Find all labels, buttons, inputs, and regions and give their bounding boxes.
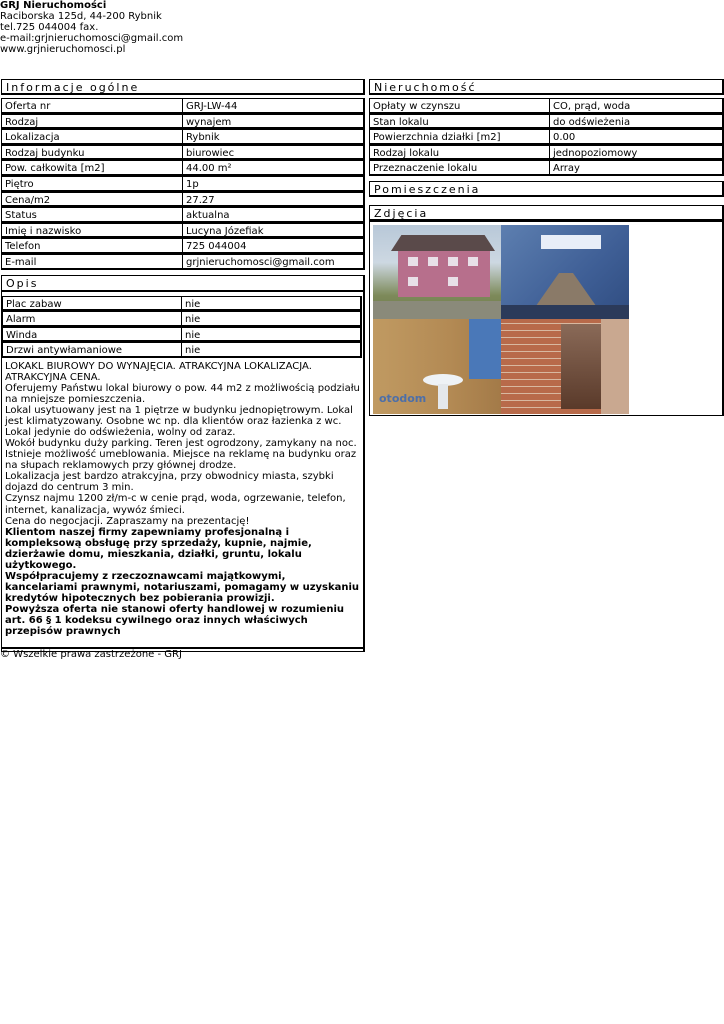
row-label: Rodzaj budynku — [1, 145, 183, 161]
table-row — [369, 129, 724, 145]
row-label: Telefon — [1, 238, 183, 254]
row-label: Rodzaj — [1, 114, 183, 130]
description-paragraph: Istnieje możliwość umeblowania. Miejsce na reklamę na budynku oraz na słupach reklamowych przy głównej drodze. — [5, 449, 357, 472]
row-value: 0.00 — [550, 129, 724, 145]
description-paragraph: Powyższa oferta nie stanowi oferty handlowej w rozumieniu art. 66 § 1 kodeksu cywilnego oraz innych właściwych przepisów prawnych — [5, 603, 344, 638]
row-value: aktualna — [183, 207, 365, 223]
row-label: Oferta nr — [1, 98, 183, 114]
row-value: nie — [182, 311, 362, 327]
doorway — [561, 324, 601, 409]
row-label: E-mail — [1, 254, 183, 270]
row-label: Rodzaj lokalu — [369, 145, 550, 161]
row-value: 27.27 — [183, 192, 365, 208]
ceiling-light — [541, 235, 601, 249]
row-value: 1p — [183, 176, 365, 192]
row-label: Status — [1, 207, 183, 223]
row-value: nie — [182, 342, 362, 358]
row-label: Cena/m2 — [1, 192, 183, 208]
building-wall — [398, 247, 490, 297]
photo-collage[interactable] — [373, 225, 629, 414]
table-row — [2, 327, 363, 343]
table-row — [369, 160, 724, 176]
window — [428, 257, 438, 266]
general-info-table — [1, 98, 365, 270]
description-paragraph: Oferujemy Państwu lokal biurowy o pow. 44 m2 z możliwością podziału na mniejsze pomieszczenia. — [5, 383, 360, 406]
floor — [501, 305, 629, 319]
agency-email: e-mail:grjnieruchomosci@gmail.com — [0, 33, 184, 44]
window — [448, 257, 458, 266]
table-row — [2, 296, 363, 312]
row-value: CO, prąd, woda — [550, 98, 724, 114]
table-row — [2, 342, 363, 358]
table-row — [2, 311, 363, 327]
agency-name: GRJ Nieruchomości — [0, 0, 107, 11]
description-paragraph: Czynsz najmu 1200 zł/m-c w cenie prąd, woda, ogrzewanie, telefon, internet, kanalizacja, wywóz śmieci. — [5, 493, 346, 516]
photo-exterior[interactable] — [373, 225, 501, 319]
table-row — [1, 223, 365, 239]
description-paragraph: Lokal jedynie do odświeżenia, wolny od zaraz. — [5, 427, 236, 439]
table-row — [1, 98, 365, 114]
row-label: Pow. całkowita [m2] — [1, 160, 183, 176]
photo-bathroom[interactable] — [373, 319, 501, 414]
table-row — [1, 238, 365, 254]
row-value: biurowiec — [183, 145, 365, 161]
footer-copyright: © Wszelkie prawa zastrzeżone - GRJ — [0, 649, 182, 660]
wall — [601, 319, 629, 414]
table-row — [1, 145, 365, 161]
window — [408, 277, 418, 286]
agency-phone: tel.725 044004 fax. — [0, 22, 99, 33]
row-value: Array — [550, 160, 724, 176]
photo-conference-room[interactable] — [501, 225, 629, 319]
description-paragraph: Wokół budynku duży parking. Teren jest ogrodzony, zamykany na noc. — [5, 438, 357, 450]
table-row — [1, 192, 365, 208]
description-paragraph: Cena do negocjacji. Zapraszamy na prezentację! — [5, 515, 250, 527]
table-row — [369, 114, 724, 130]
row-value: wynajem — [183, 114, 365, 130]
parking-area — [373, 301, 501, 319]
table-row — [1, 207, 365, 223]
agency-address: Raciborska 125d, 44-200 Rybnik — [0, 11, 162, 22]
row-label: Winda — [2, 327, 182, 343]
row-value: do odświeżenia — [550, 114, 724, 130]
row-value: Lucyna Józefiak — [183, 223, 365, 239]
description-title: Opis — [2, 276, 363, 292]
row-value: GRJ-LW-44 — [183, 98, 365, 114]
row-label: Powierzchnia działki [m2] — [369, 129, 550, 145]
description-divider — [2, 637, 363, 649]
description-paragraph: Lokal usytuowany jest na 1 piętrze w budynku jednopiętrowym. Lokal jest klimatyzowany. Osobne wc np. dla klientów oraz łazienka z wc. — [5, 405, 353, 428]
row-value: jednopoziomowy — [550, 145, 724, 161]
description-paragraph: LOKAKL BIUROWY DO WYNAJĘCIA. ATRAKCYJNA LOKALIZACJA. ATRAKCYJNA CENA. — [5, 360, 312, 383]
row-value: Rybnik — [183, 129, 365, 145]
row-value: 44.00 m² — [183, 160, 365, 176]
photo-brick-room[interactable] — [501, 319, 629, 414]
table-row — [369, 145, 724, 161]
row-value: nie — [182, 327, 362, 343]
building-roof — [391, 235, 495, 251]
watermark-logo: otodom — [379, 391, 427, 405]
offer-description — [2, 358, 363, 637]
right-column — [369, 79, 724, 416]
table-row — [1, 160, 365, 176]
sink-pedestal — [438, 384, 448, 409]
blue-tiles — [469, 319, 501, 379]
property-title: Nieruchomość — [369, 79, 724, 95]
window — [408, 257, 418, 266]
general-info-title: Informacje ogólne — [1, 79, 365, 95]
table-row — [1, 129, 365, 145]
table-row — [369, 98, 724, 114]
table-row — [1, 114, 365, 130]
table-row — [1, 254, 365, 270]
row-label: Imię i nazwisko — [1, 223, 183, 239]
photos-title: Zdjęcia — [369, 205, 724, 221]
row-value: grjnieruchomosci@gmail.com — [183, 254, 365, 270]
description-paragraph: Współpracujemy z rzeczoznawcami majątkowymi, kancelariami prawnymi, notariuszami, pomagamy w uzyskaniu kredytów hipotecznych bez pobierania prowizji. — [5, 570, 360, 604]
row-value: 725 044004 — [183, 238, 365, 254]
row-label: Stan lokalu — [369, 114, 550, 130]
row-value: nie — [182, 296, 362, 312]
row-label: Plac zabaw — [2, 296, 182, 312]
features-table — [2, 296, 363, 358]
description-paragraph: Lokalizacja jest bardzo atrakcyjna, przy obwodnicy miasta, szybki dojazd do centrum 3 min. — [5, 471, 334, 494]
row-label: Piętro — [1, 176, 183, 192]
row-label: Lokalizacja — [1, 129, 183, 145]
property-table — [369, 98, 724, 176]
window — [448, 277, 458, 286]
description-paragraph: Klientom naszej firmy zapewniamy profesjonalną i kompleksową obsługę przy sprzedaży, kupnie, najmie, dzierżawie domu, mieszkania, działki, gruntu, lokalu użytkowego. — [5, 526, 312, 571]
row-label: Drzwi antywłamaniowe — [2, 342, 182, 358]
left-column — [1, 79, 365, 652]
photos-panel — [369, 221, 724, 416]
row-label: Opłaty w czynszu — [369, 98, 550, 114]
table-row — [1, 176, 365, 192]
window — [468, 257, 478, 266]
agency-website[interactable]: www.grjnieruchomosci.pl — [0, 44, 126, 55]
row-label: Alarm — [2, 311, 182, 327]
agency-header — [0, 0, 183, 55]
rooms-title: Pomieszczenia — [369, 181, 724, 197]
description-panel — [1, 275, 365, 653]
row-label: Przeznaczenie lokalu — [369, 160, 550, 176]
